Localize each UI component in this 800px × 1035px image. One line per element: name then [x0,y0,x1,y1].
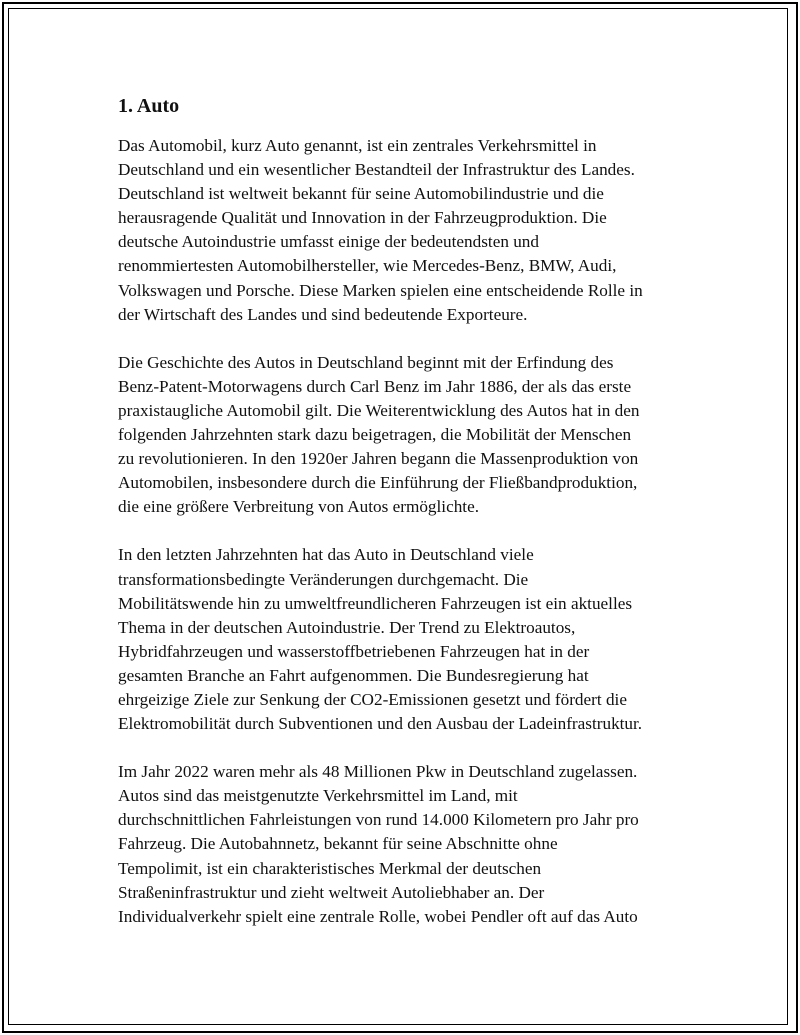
text-line: ehrgeizige Ziele zur Senkung der CO2-Emissionen gesetzt und fördert die [118,689,627,709]
text-line: Thema in der deutschen Autoindustrie. Der Trend zu Elektroautos, [118,617,576,637]
text-line: Deutschland ist weltweit bekannt für seine Automobilindustrie und die [118,184,604,204]
text-line: Tempolimit, ist ein charakteristisches Merkmal der deutschen [118,858,542,878]
paragraph-1 [118,134,698,327]
text-line: der Wirtschaft des Landes und sind bedeutende Exporteure. [118,304,528,324]
text-line: praxistaugliche Automobil gilt. Die Weiterentwicklung des Autos hat in den [118,400,640,420]
text-line: Deutschland und ein wesentlicher Bestandteil der Infrastruktur des Landes. [118,160,635,180]
text-line: Im Jahr 2022 waren mehr als 48 Millionen Pkw in Deutschland zugelassen. [118,762,638,782]
paragraph-3 [118,543,698,736]
text-line: die eine größere Verbreitung von Autos ermöglichte. [118,497,479,517]
text-line: renommiertesten Automobilhersteller, wie Mercedes-Benz, BMW, Audi, [118,256,617,276]
text-line: Elektromobilität durch Subventionen und den Ausbau der Ladeinfrastruktur. [118,714,643,734]
text-line: Volkswagen und Porsche. Diese Marken spielen eine entscheidende Rolle in [118,280,643,300]
text-line: deutsche Autoindustrie umfasst einige der bedeutendsten und [118,232,539,252]
text-line: transformationsbedingte Veränderungen durchgemacht. Die [118,569,529,589]
text-line: zu revolutionieren. In den 1920er Jahren begann die Massenproduktion von [118,449,639,469]
text-line: folgenden Jahrzehnten stark dazu beigetragen, die Mobilität der Menschen [118,425,632,445]
text-line: In den letzten Jahrzehnten hat das Auto in Deutschland viele [118,545,534,565]
text-line: herausragende Qualität und Innovation in der Fahrzeugproduktion. Die [118,208,607,228]
document-body [118,92,698,953]
text-line: Individualverkehr spielt eine zentrale Rolle, wobei Pendler oft auf das Auto [118,906,638,926]
text-line: gesamten Branche an Fahrt aufgenommen. Die Bundesregierung hat [118,665,589,685]
text-line: Autos sind das meistgenutzte Verkehrsmittel im Land, mit [118,786,518,806]
text-line: Automobilen, insbesondere durch die Einführung der Fließbandproduktion, [118,473,638,493]
text-line: durchschnittlichen Fahrleistungen von rund 14.000 Kilometern pro Jahr pro [118,810,639,830]
section-heading: 1. Auto [118,95,180,117]
text-line: Straßeninfrastruktur und zieht weltweit Autoliebhaber an. Der [118,882,545,902]
text-line: Fahrzeug. Die Autobahnnetz, bekannt für seine Abschnitte ohne [118,834,558,854]
text-line: Mobilitätswende hin zu umweltfreundlicheren Fahrzeugen ist ein aktuelles [118,593,633,613]
text-line: Das Automobil, kurz Auto genannt, ist ein zentrales Verkehrsmittel in [118,136,597,155]
text-line: Hybridfahrzeugen und wasserstoffbetriebenen Fahrzeugen hat in der [118,641,590,661]
paragraph-2 [118,351,698,520]
text-line: Die Geschichte des Autos in Deutschland beginnt mit der Erfindung des [118,352,614,372]
text-line: Benz-Patent-Motorwagens durch Carl Benz im Jahr 1886, der als das erste [118,376,632,396]
paragraph-4 [118,760,698,929]
